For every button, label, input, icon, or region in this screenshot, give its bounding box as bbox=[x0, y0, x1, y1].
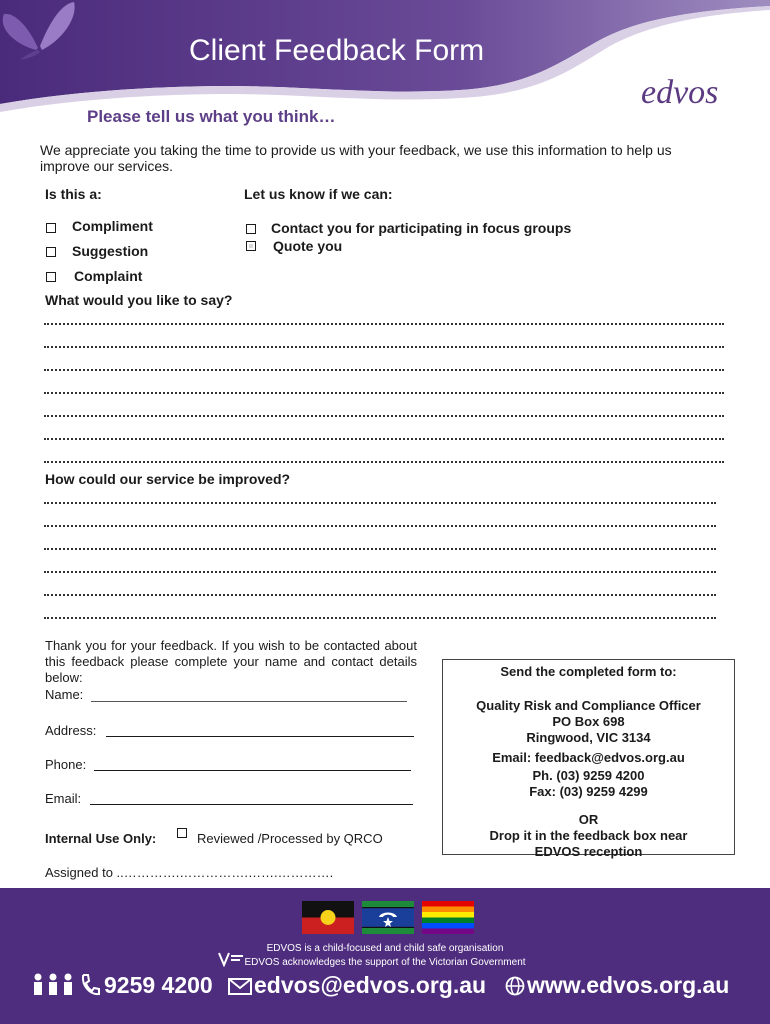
footer-phone[interactable]: 9259 4200 bbox=[104, 972, 213, 998]
send-address-line: PO Box 698 bbox=[552, 714, 625, 729]
compliment-checkbox[interactable] bbox=[46, 223, 56, 233]
send-or: OR bbox=[578, 812, 599, 827]
intro-text: We appreciate you taking the time to provide us with your feedback, we use this information to help us improve our services. bbox=[40, 142, 672, 174]
say-dotted-line[interactable] bbox=[44, 355, 724, 371]
butterfly-logo-icon bbox=[0, 0, 76, 60]
rainbow-flag-icon bbox=[422, 901, 474, 934]
improve-dotted-line[interactable] bbox=[44, 534, 716, 550]
complaint-label: Complaint bbox=[74, 268, 143, 284]
focus-groups-checkbox[interactable] bbox=[246, 224, 256, 234]
suggestion-label: Suggestion bbox=[72, 243, 149, 259]
say-dotted-line[interactable] bbox=[44, 424, 724, 440]
thanks-text: Thank you for your feedback. If you wish to be contacted about this feedback please complete your name and contact details below: bbox=[45, 638, 417, 685]
send-instructions-box bbox=[442, 659, 735, 859]
consent-heading: Let us know if we can: bbox=[244, 186, 393, 202]
improve-dotted-line[interactable] bbox=[44, 557, 716, 573]
email-field[interactable] bbox=[90, 804, 413, 805]
internal-use-label: Internal Use Only: bbox=[45, 831, 157, 846]
say-dotted-line[interactable] bbox=[44, 447, 724, 463]
envelope-icon bbox=[228, 978, 252, 995]
footer-email[interactable]: edvos@edvos.org.au bbox=[254, 972, 487, 998]
phone-label: Phone: bbox=[45, 757, 87, 772]
improve-dotted-line[interactable] bbox=[44, 580, 716, 596]
logo-wordmark: edvos bbox=[641, 74, 719, 111]
send-phone: Ph. (03) 9259 4200 bbox=[532, 768, 645, 783]
improve-dotted-line[interactable] bbox=[44, 511, 716, 527]
say-dotted-line[interactable] bbox=[44, 401, 724, 417]
address-label: Address: bbox=[45, 723, 97, 738]
page-title: Client Feedback Form bbox=[189, 34, 485, 67]
footer-child-safe-text: EDVOS is a child-focused and child safe organisation bbox=[266, 943, 504, 954]
email-label: Email: bbox=[45, 791, 82, 806]
torres-strait-flag-icon bbox=[362, 901, 414, 934]
name-label: Name: bbox=[45, 687, 84, 702]
type-heading: Is this a: bbox=[45, 186, 102, 202]
aboriginal-flag-icon bbox=[302, 901, 354, 934]
send-email: Email: feedback@edvos.org.au bbox=[492, 750, 685, 765]
globe-icon bbox=[505, 976, 525, 996]
send-fax: Fax: (03) 9259 4299 bbox=[529, 784, 648, 799]
phone-field[interactable] bbox=[94, 770, 411, 771]
say-dotted-line[interactable] bbox=[44, 332, 724, 348]
quote-you-label: Quote you bbox=[273, 238, 343, 254]
improve-heading: How could our service be improved? bbox=[45, 471, 291, 487]
name-field[interactable] bbox=[91, 701, 407, 702]
people-icon bbox=[32, 973, 74, 995]
complaint-checkbox[interactable] bbox=[46, 272, 56, 282]
footer-government-text: EDVOS acknowledges the support of the Victorian Government bbox=[244, 957, 526, 968]
send-address-line: Quality Risk and Compliance Officer bbox=[476, 698, 701, 713]
phone-icon bbox=[80, 974, 100, 996]
send-address-line: Ringwood, VIC 3134 bbox=[526, 730, 651, 745]
reviewed-checkbox[interactable] bbox=[177, 828, 187, 838]
say-heading: What would you like to say? bbox=[45, 292, 233, 308]
improve-dotted-line[interactable] bbox=[44, 603, 716, 619]
improve-dotted-line[interactable] bbox=[44, 488, 716, 504]
say-dotted-line[interactable] bbox=[44, 378, 724, 394]
focus-groups-label: Contact you for participating in focus groups bbox=[271, 220, 572, 236]
send-heading: Send the completed form to: bbox=[500, 664, 677, 679]
send-drop-line: Drop it in the feedback box near bbox=[489, 828, 688, 843]
reviewed-label: Reviewed /Processed by QRCO bbox=[197, 831, 383, 846]
say-dotted-line[interactable] bbox=[44, 309, 724, 325]
compliment-label: Compliment bbox=[72, 218, 153, 234]
assigned-to-label: Assigned to ..………….…………….…….…………. bbox=[45, 865, 334, 880]
quote-you-checkbox[interactable] bbox=[246, 241, 256, 251]
address-field[interactable] bbox=[106, 736, 414, 737]
send-drop-line: EDVOS reception bbox=[534, 844, 643, 859]
suggestion-checkbox[interactable] bbox=[46, 247, 56, 257]
footer-website[interactable]: www.edvos.org.au bbox=[527, 972, 730, 998]
form-subtitle: Please tell us what you think… bbox=[87, 107, 336, 126]
